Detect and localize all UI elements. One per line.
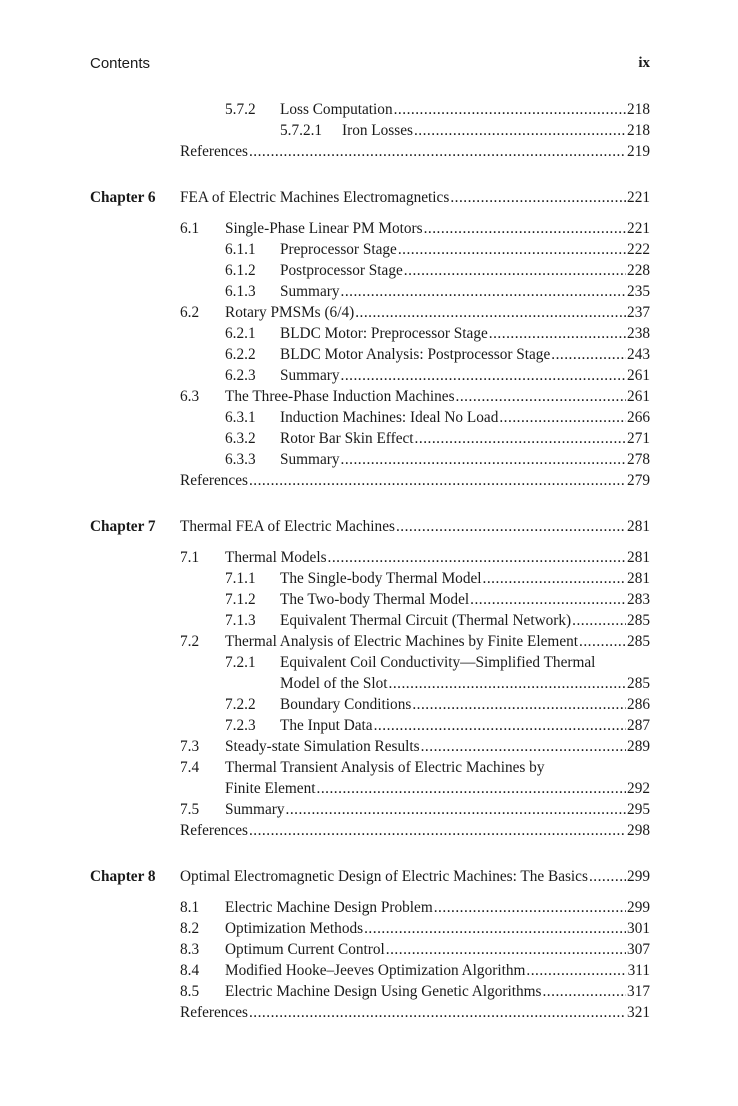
section-entry[interactable] xyxy=(225,736,650,757)
subsection-row xyxy=(0,239,738,260)
subsection-entry[interactable] xyxy=(280,568,650,589)
dot-leader xyxy=(394,99,626,120)
section-title: Electric Machine Design Using Genetic Algorithms xyxy=(225,983,542,1000)
subsection-page-number: 218 xyxy=(627,101,650,118)
subsection-page-number: 238 xyxy=(627,325,650,342)
section-number: 7.1 xyxy=(180,549,200,566)
subsubsection-entry[interactable] xyxy=(342,120,650,141)
section-entry[interactable] xyxy=(225,939,650,960)
references-page-number: 321 xyxy=(627,1004,650,1021)
subsection-page-number: 283 xyxy=(627,591,650,608)
references-title: References xyxy=(180,472,248,489)
references-row xyxy=(0,141,738,162)
chapter-title: FEA of Electric Machines Electromagnetics xyxy=(180,189,450,206)
section-row xyxy=(0,960,738,981)
section-page-number: 307 xyxy=(627,941,650,958)
chapter-label: Chapter 7 xyxy=(90,518,156,535)
section-row xyxy=(0,897,738,918)
section-row xyxy=(0,218,738,239)
section-title: Optimum Current Control xyxy=(225,941,385,958)
section-entry[interactable] xyxy=(225,631,650,652)
section-page-number: 299 xyxy=(627,899,650,916)
subsection-entry[interactable] xyxy=(280,281,650,302)
section-row xyxy=(0,302,738,323)
dot-leader xyxy=(572,610,626,631)
subsection-number: 7.1.1 xyxy=(225,570,256,587)
chapter-entry[interactable] xyxy=(180,866,650,887)
chapter-page-number: 281 xyxy=(627,518,650,535)
subsection-entry[interactable] xyxy=(280,715,650,736)
dot-leader xyxy=(396,516,626,537)
section-row xyxy=(0,799,738,820)
subsection-number: 5.7.2 xyxy=(225,101,256,118)
section-number: 7.5 xyxy=(180,801,200,818)
chapter-label: Chapter 8 xyxy=(90,868,156,885)
subsection-title: Loss Computation xyxy=(280,101,393,118)
dot-leader xyxy=(434,897,626,918)
dot-leader xyxy=(450,187,626,208)
subsection-entry[interactable] xyxy=(280,610,650,631)
dot-leader xyxy=(415,428,627,449)
subsection-entry[interactable] xyxy=(280,239,650,260)
dot-leader xyxy=(456,386,627,407)
section-entry[interactable] xyxy=(225,799,650,820)
subsection-title: Boundary Conditions xyxy=(280,696,412,713)
subsection-entry[interactable] xyxy=(280,589,650,610)
subsubsection-number: 5.7.2.1 xyxy=(280,122,323,139)
subsection-number: 6.3.3 xyxy=(225,451,256,468)
section-cont-title: Finite Element xyxy=(225,780,316,797)
section-entry[interactable] xyxy=(225,960,650,981)
dot-leader xyxy=(328,547,627,568)
references-title: References xyxy=(180,822,248,839)
subsection-number: 6.1.1 xyxy=(225,241,256,258)
section-entry[interactable] xyxy=(225,218,650,239)
subsection-entry[interactable] xyxy=(280,449,650,470)
subsection-title: Induction Machines: Ideal No Load xyxy=(280,409,499,426)
section-page-number: 285 xyxy=(627,633,650,650)
section-page-number: 281 xyxy=(627,549,650,566)
dot-leader xyxy=(286,799,627,820)
section-page-number: 317 xyxy=(627,983,650,1000)
subsection-number: 7.1.3 xyxy=(225,612,256,629)
subsection-title: The Single-body Thermal Model xyxy=(280,570,482,587)
section-row-continued xyxy=(0,778,738,799)
references-page-number: 219 xyxy=(627,143,650,160)
subsection-page-number: 285 xyxy=(627,612,650,629)
section-title: Optimization Methods xyxy=(225,920,364,937)
subsection-row xyxy=(0,407,738,428)
running-head: Contents xyxy=(90,55,151,72)
dot-leader xyxy=(404,260,626,281)
section-title: Thermal Transient Analysis of Electric Machines by xyxy=(225,759,545,776)
subsection-row xyxy=(0,323,738,344)
subsection-title: The Two-body Thermal Model xyxy=(280,591,470,608)
subsection-row xyxy=(0,694,738,715)
chapter-label: Chapter 6 xyxy=(90,189,156,206)
subsection-page-number: 286 xyxy=(627,696,650,713)
subsection-page-number: 261 xyxy=(627,367,650,384)
subsubsection-page-number: 218 xyxy=(627,122,650,139)
section-cont-page-number: 292 xyxy=(627,780,650,797)
section-page-number: 261 xyxy=(627,388,650,405)
subsection-row xyxy=(0,715,738,736)
section-row xyxy=(0,939,738,960)
subsection-row xyxy=(0,365,738,386)
section-page-number: 295 xyxy=(627,801,650,818)
subsection-page-number: 287 xyxy=(627,717,650,734)
section-page-number: 301 xyxy=(627,920,650,937)
subsection-row xyxy=(0,449,738,470)
section-entry[interactable] xyxy=(225,302,650,323)
section-row xyxy=(0,757,738,778)
dot-leader xyxy=(579,631,626,652)
section-entry[interactable] xyxy=(225,547,650,568)
section-title: Thermal Analysis of Electric Machines by Finite Element xyxy=(225,633,579,650)
dot-leader xyxy=(389,673,627,694)
subsection-title: Equivalent Thermal Circuit (Thermal Network) xyxy=(280,612,572,629)
subsection-title: BLDC Motor Analysis: Postprocessor Stage xyxy=(280,346,551,363)
subsection-number: 6.3.2 xyxy=(225,430,256,447)
section-number: 8.4 xyxy=(180,962,200,979)
subsection-page-number: 222 xyxy=(627,241,650,258)
subsection-number: 7.2.1 xyxy=(225,654,256,671)
subsection-title: Preprocessor Stage xyxy=(280,241,397,258)
section-row xyxy=(0,631,738,652)
chapter-title: Thermal FEA of Electric Machines xyxy=(180,518,395,535)
subsection-cont-title: Model of the Slot xyxy=(280,675,388,692)
dot-leader xyxy=(364,918,626,939)
subsubsection-title: Iron Losses xyxy=(342,122,413,139)
section-title: Electric Machine Design Problem xyxy=(225,899,433,916)
section-number: 6.1 xyxy=(180,220,200,237)
section-title: Summary xyxy=(225,801,285,818)
subsection-entry[interactable] xyxy=(280,365,650,386)
subsection-number: 6.1.2 xyxy=(225,262,256,279)
dot-leader xyxy=(542,981,626,1002)
chapter-row xyxy=(0,516,738,537)
subsection-number: 6.2.1 xyxy=(225,325,256,342)
dot-leader xyxy=(249,141,626,162)
subsection-row xyxy=(0,568,738,589)
dot-leader xyxy=(470,589,626,610)
section-number: 7.2 xyxy=(180,633,200,650)
section-title: Single-Phase Linear PM Motors xyxy=(225,220,423,237)
dot-leader xyxy=(398,239,626,260)
dot-leader xyxy=(421,736,626,757)
subsection-title: Rotor Bar Skin Effect xyxy=(280,430,414,447)
dot-leader xyxy=(386,939,626,960)
subsection-entry[interactable] xyxy=(280,694,650,715)
dot-leader xyxy=(317,778,627,799)
dot-leader xyxy=(483,568,627,589)
dot-leader xyxy=(341,365,627,386)
dot-leader xyxy=(589,866,626,887)
subsection-entry[interactable] xyxy=(280,260,650,281)
dot-leader xyxy=(499,407,626,428)
subsection-entry[interactable] xyxy=(280,407,650,428)
section-number: 8.1 xyxy=(180,899,200,916)
chapter-row xyxy=(0,866,738,887)
subsection-number: 7.2.3 xyxy=(225,717,256,734)
section-page-number: 237 xyxy=(627,304,650,321)
dot-leader xyxy=(412,694,626,715)
subsection-row xyxy=(0,428,738,449)
section-entry[interactable] xyxy=(225,918,650,939)
references-page-number: 298 xyxy=(627,822,650,839)
section-row xyxy=(0,981,738,1002)
subsection-entry[interactable] xyxy=(280,99,650,120)
section-title: Steady-state Simulation Results xyxy=(225,738,420,755)
subsection-title: Equivalent Coil Conductivity—Simplified Thermal xyxy=(280,654,596,671)
subsection-number: 6.1.3 xyxy=(225,283,256,300)
dot-leader xyxy=(249,1002,626,1023)
table-of-contents xyxy=(0,99,738,1023)
section-number: 8.2 xyxy=(180,920,200,937)
section-number: 8.3 xyxy=(180,941,200,958)
section-row xyxy=(0,386,738,407)
chapter-entry[interactable] xyxy=(180,516,650,537)
section-entry[interactable] xyxy=(225,757,650,778)
dot-leader xyxy=(424,218,626,239)
subsubsection-row xyxy=(0,120,738,141)
dot-leader xyxy=(341,281,627,302)
subsection-row xyxy=(0,652,738,673)
page-header xyxy=(90,55,650,77)
section-title: The Three-Phase Induction Machines xyxy=(225,388,455,405)
section-row xyxy=(0,918,738,939)
subsection-entry[interactable] xyxy=(280,323,650,344)
section-number: 8.5 xyxy=(180,983,200,1000)
section-title: Rotary PMSMs (6/4) xyxy=(225,304,355,321)
subsection-title: Summary xyxy=(280,451,340,468)
subsection-row xyxy=(0,99,738,120)
page-number: ix xyxy=(638,55,650,71)
subsection-row xyxy=(0,589,738,610)
subsection-row xyxy=(0,260,738,281)
section-page-number: 221 xyxy=(627,220,650,237)
section-row xyxy=(0,547,738,568)
subsection-title: Postprocessor Stage xyxy=(280,262,403,279)
subsection-row-continued xyxy=(0,673,738,694)
dot-leader xyxy=(489,323,626,344)
section-number: 6.3 xyxy=(180,388,200,405)
subsection-title: Summary xyxy=(280,367,340,384)
subsection-entry[interactable] xyxy=(280,652,650,673)
references-title: References xyxy=(180,1004,248,1021)
subsection-entry[interactable] xyxy=(280,344,650,365)
chapter-row xyxy=(0,187,738,208)
subsection-cont-page-number: 285 xyxy=(627,675,650,692)
subsection-page-number: 235 xyxy=(627,283,650,300)
dot-leader xyxy=(355,302,626,323)
subsection-title: The Input Data xyxy=(280,717,373,734)
subsection-number: 6.2.3 xyxy=(225,367,256,384)
section-number: 7.4 xyxy=(180,759,200,776)
section-entry[interactable] xyxy=(225,897,650,918)
subsection-number: 6.3.1 xyxy=(225,409,256,426)
subsection-row xyxy=(0,281,738,302)
references-row xyxy=(0,1002,738,1023)
section-entry[interactable] xyxy=(225,981,650,1002)
dot-leader xyxy=(526,960,626,981)
dot-leader xyxy=(341,449,627,470)
subsection-page-number: 266 xyxy=(627,409,650,426)
dot-leader xyxy=(374,715,626,736)
references-entry[interactable] xyxy=(180,1002,650,1023)
chapter-title: Optimal Electromagnetic Design of Electric Machines: The Basics xyxy=(180,868,588,885)
references-entry[interactable] xyxy=(180,470,650,491)
section-number: 6.2 xyxy=(180,304,200,321)
references-entry[interactable] xyxy=(180,820,650,841)
subsection-number: 6.2.2 xyxy=(225,346,256,363)
dot-leader xyxy=(551,344,626,365)
section-entry[interactable] xyxy=(225,386,650,407)
section-title: Thermal Models xyxy=(225,549,327,566)
subsection-page-number: 243 xyxy=(627,346,650,363)
section-number: 7.3 xyxy=(180,738,200,755)
subsection-page-number: 228 xyxy=(627,262,650,279)
chapter-page-number: 299 xyxy=(627,868,650,885)
section-title: Modified Hooke–Jeeves Optimization Algorithm xyxy=(225,962,526,979)
subsection-number: 7.2.2 xyxy=(225,696,256,713)
section-cont-entry[interactable] xyxy=(225,778,650,799)
dot-leader xyxy=(414,120,626,141)
subsection-title: Summary xyxy=(280,283,340,300)
references-page-number: 279 xyxy=(627,472,650,489)
references-title: References xyxy=(180,143,248,160)
subsection-page-number: 278 xyxy=(627,451,650,468)
subsection-number: 7.1.2 xyxy=(225,591,256,608)
dot-leader xyxy=(249,470,626,491)
subsection-entry[interactable] xyxy=(280,428,650,449)
subsection-row xyxy=(0,610,738,631)
references-row xyxy=(0,470,738,491)
references-entry[interactable] xyxy=(180,141,650,162)
dot-leader xyxy=(249,820,626,841)
section-row xyxy=(0,736,738,757)
references-row xyxy=(0,820,738,841)
subsection-cont-entry[interactable] xyxy=(280,673,650,694)
chapter-entry[interactable] xyxy=(180,187,650,208)
subsection-title: BLDC Motor: Preprocessor Stage xyxy=(280,325,488,342)
subsection-row xyxy=(0,344,738,365)
section-page-number: 311 xyxy=(627,962,650,979)
subsection-page-number: 271 xyxy=(627,430,650,447)
chapter-page-number: 221 xyxy=(627,189,650,206)
subsection-page-number: 281 xyxy=(627,570,650,587)
section-page-number: 289 xyxy=(627,738,650,755)
